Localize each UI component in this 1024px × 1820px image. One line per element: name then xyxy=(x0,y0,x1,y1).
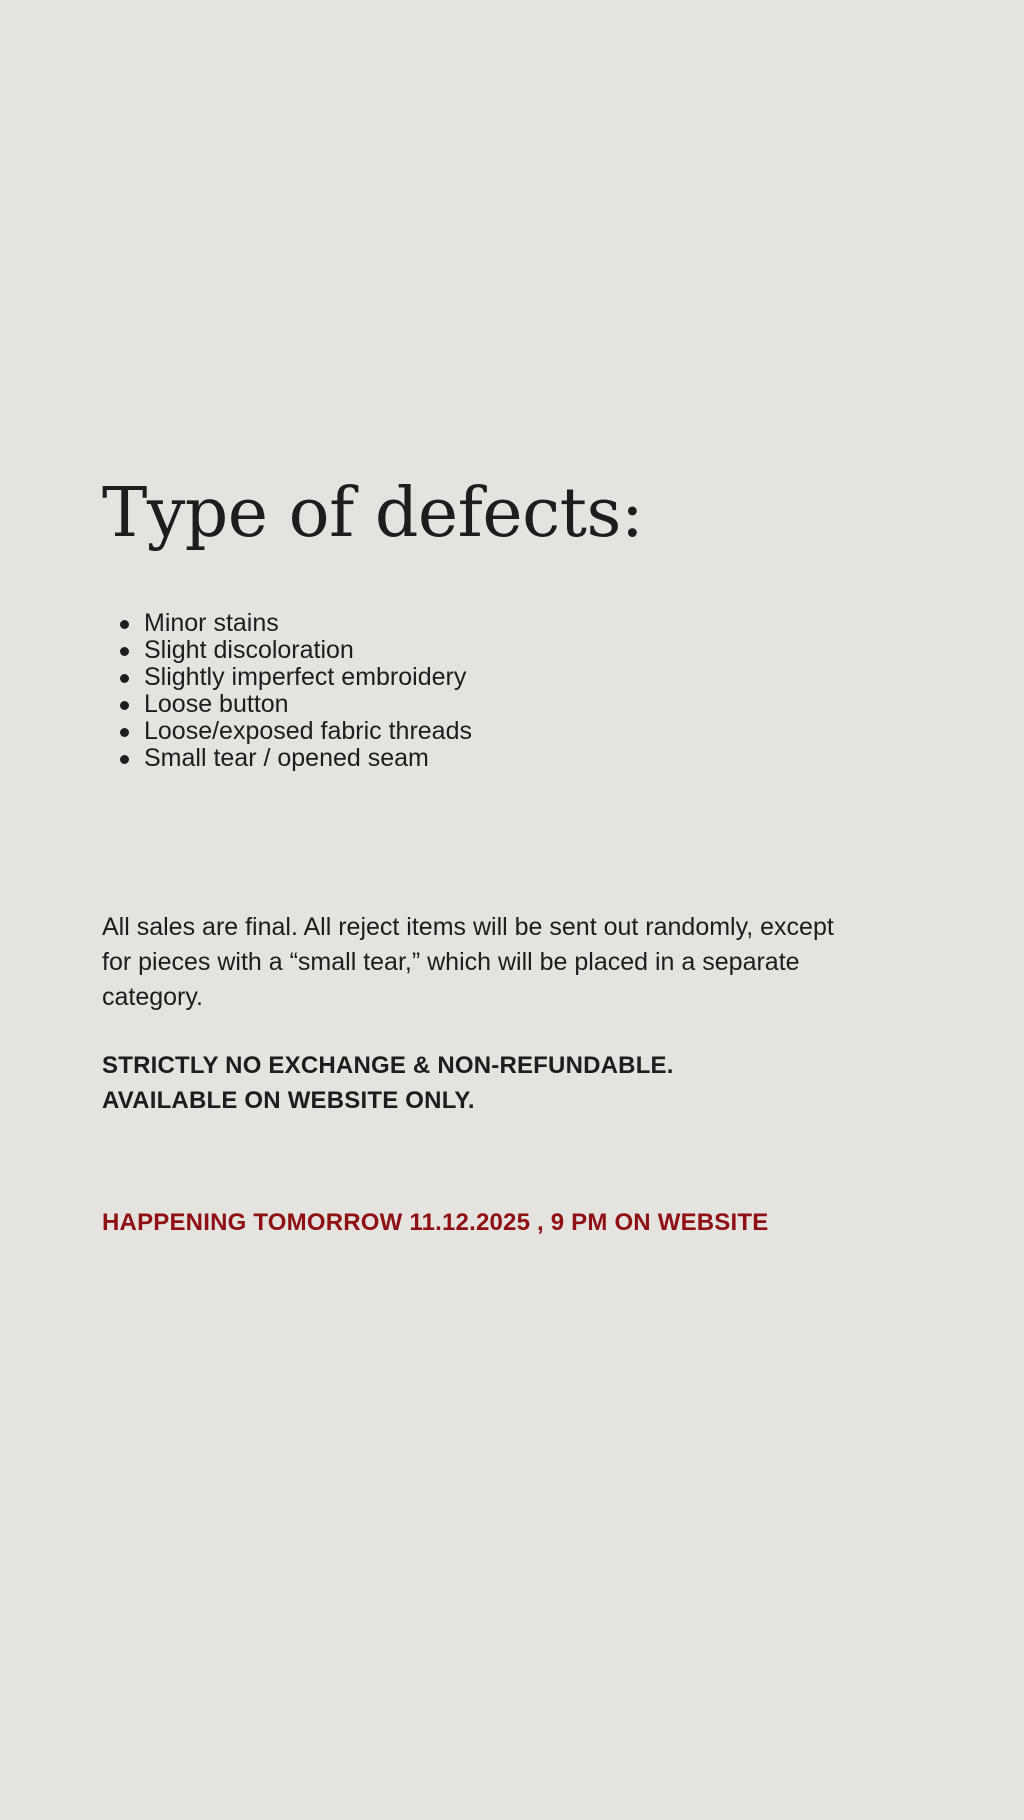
bullet-icon xyxy=(120,728,129,737)
list-item xyxy=(102,637,472,664)
website-only-notice: AVAILABLE ON WEBSITE ONLY. xyxy=(102,1087,475,1114)
no-exchange-notice: STRICTLY NO EXCHANGE & NON-REFUNDABLE. xyxy=(102,1052,674,1079)
list-item xyxy=(102,664,472,691)
list-item xyxy=(102,691,472,718)
bullet-icon xyxy=(120,701,129,710)
list-item xyxy=(102,745,472,772)
defect-label: Minor stains xyxy=(144,609,279,637)
defect-label: Slightly imperfect embroidery xyxy=(144,663,467,691)
list-item xyxy=(102,610,472,637)
defect-list xyxy=(102,610,472,772)
bullet-icon xyxy=(120,620,129,629)
sales-policy-text: All sales are final. All reject items will be sent out randomly, except for pieces with a “small tear,” which will be placed in a separate category. xyxy=(102,913,834,1011)
defect-label: Small tear / opened seam xyxy=(144,744,429,772)
bullet-icon xyxy=(120,755,129,764)
bullet-icon xyxy=(120,647,129,656)
defect-label: Loose button xyxy=(144,690,289,718)
defect-label: Slight discoloration xyxy=(144,636,354,664)
page-title: Type of defects: xyxy=(102,474,644,553)
list-item xyxy=(102,718,472,745)
event-announcement: HAPPENING TOMORROW 11.12.2025 , 9 PM ON WEBSITE xyxy=(102,1209,769,1236)
defects-info-section xyxy=(102,472,922,1236)
bullet-icon xyxy=(120,674,129,683)
defect-label: Loose/exposed fabric threads xyxy=(144,717,472,745)
